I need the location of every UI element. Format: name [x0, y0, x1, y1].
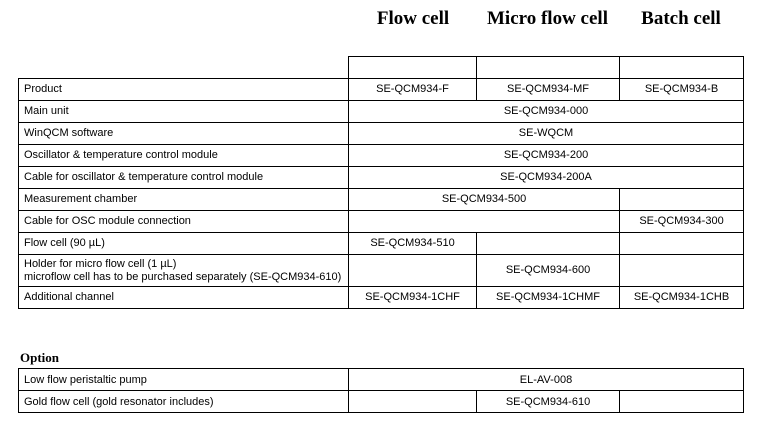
row-label: WinQCM software	[19, 123, 349, 145]
table-header-row	[19, 57, 744, 79]
row-label: Additional channel	[19, 287, 349, 309]
row-label: Cable for oscillator & temperature control module	[19, 167, 349, 189]
table-row	[19, 79, 744, 101]
row-label: Product	[19, 79, 349, 101]
row-label-line-1: Holder for micro flow cell (1 µL)	[24, 258, 177, 270]
row-value-batch-cell: SE-QCM934-B	[620, 79, 744, 101]
catalog-header-flow-cell: Catalog No.	[349, 57, 477, 79]
row-label: Cable for OSC module connection	[19, 211, 349, 233]
row-value-batch-cell: SE-QCM934-1CHB	[620, 287, 744, 309]
table-row	[19, 391, 744, 413]
option-row-label: Gold flow cell (gold resonator includes)	[19, 391, 349, 413]
table-row	[19, 145, 744, 167]
option-row-value-batch-cell	[620, 391, 744, 413]
row-value-micro-flow-cell: SE-QCM934-600	[477, 255, 620, 287]
row-value-flow-and-micro: SE-QCM934-500	[349, 189, 620, 211]
table-row	[19, 369, 744, 391]
row-value-all-columns: SE-QCM934-200	[349, 145, 744, 167]
row-label	[19, 255, 349, 287]
row-value-batch-cell: SE-QCM934-300	[620, 211, 744, 233]
option-row-value-all-columns: EL-AV-008	[349, 369, 744, 391]
row-value-micro-flow-cell: SE-QCM934-MF	[477, 79, 620, 101]
row-value-batch-cell	[620, 189, 744, 211]
row-label: Flow cell (90 µL)	[19, 233, 349, 255]
table-row	[19, 233, 744, 255]
row-value-all-columns: SE-QCM934-200A	[349, 167, 744, 189]
row-value-batch-cell	[620, 255, 744, 287]
catalog-header-batch-cell: Catalog No.	[620, 57, 744, 79]
table-row	[19, 189, 744, 211]
catalog-header-micro-flow-cell: Catalog No.	[477, 57, 620, 79]
table-row	[19, 211, 744, 233]
row-value-micro-flow-cell	[477, 233, 620, 255]
row-label: Main unit	[19, 101, 349, 123]
row-value-micro-flow-cell: SE-QCM934-1CHMF	[477, 287, 620, 309]
table-row	[19, 287, 744, 309]
option-section-heading: Option	[20, 350, 60, 365]
option-row-label: Low flow peristaltic pump	[19, 369, 349, 391]
column-title-micro-flow-cell: Micro flow cell	[487, 8, 608, 29]
option-row-value-micro-flow-cell: SE-QCM934-610	[477, 391, 620, 413]
option-row-value-flow-cell	[349, 391, 477, 413]
column-title-batch-cell: Batch cell	[641, 8, 721, 29]
option-table	[18, 368, 744, 413]
row-value-batch-cell	[620, 233, 744, 255]
row-value-all-columns: SE-WQCM	[349, 123, 744, 145]
table-row	[19, 167, 744, 189]
row-value-flow-and-micro	[349, 211, 620, 233]
row-value-flow-cell: SE-QCM934-510	[349, 233, 477, 255]
row-label: Measurement chamber	[19, 189, 349, 211]
row-value-flow-cell: SE-QCM934-1CHF	[349, 287, 477, 309]
row-value-flow-cell: SE-QCM934-F	[349, 79, 477, 101]
row-value-all-columns: SE-QCM934-000	[349, 101, 744, 123]
row-label: Oscillator & temperature control module	[19, 145, 349, 167]
row-label-line-2: microflow cell has to be purchased separately (SE-QCM934-610)	[24, 270, 342, 283]
table-row	[19, 255, 744, 287]
table-row	[19, 123, 744, 145]
column-titles	[0, 8, 763, 42]
header-spacer-cell	[19, 57, 349, 79]
product-spec-table	[18, 56, 744, 309]
table-row	[19, 101, 744, 123]
column-title-flow-cell: Flow cell	[376, 8, 450, 29]
row-value-flow-cell	[349, 255, 477, 287]
